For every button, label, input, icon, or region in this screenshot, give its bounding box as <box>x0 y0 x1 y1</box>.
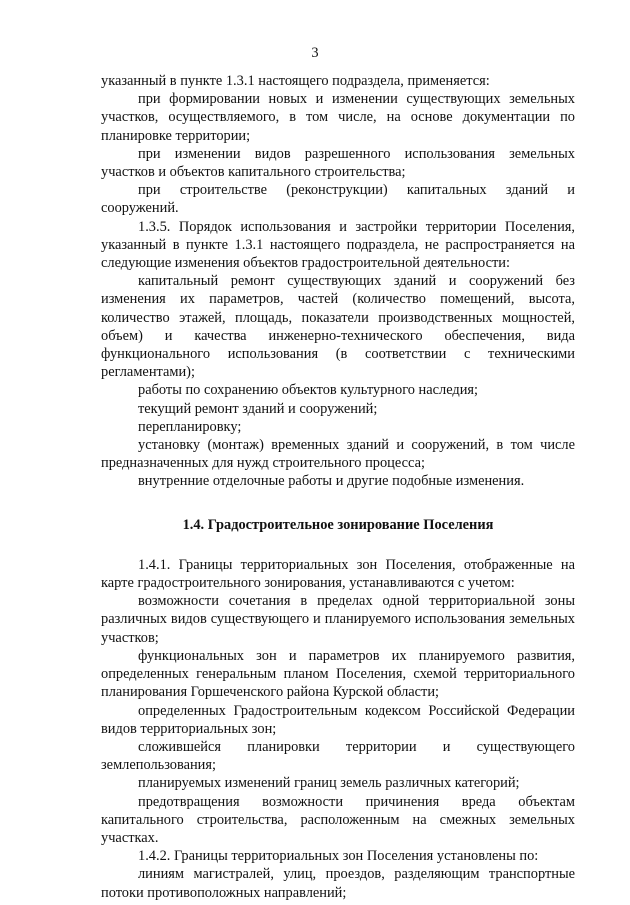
paragraph: текущий ремонт зданий и сооружений; <box>138 400 378 417</box>
paragraph: установку (монтаж) временных зданий и сооружений, в том числе предназначенных для нужд строительного процесса; <box>101 437 575 472</box>
paragraph: сложившейся планировки территории и существующего землепользования; <box>101 738 575 774</box>
paragraph: при изменении видов разрешенного использования земельных участков и объектов капитального строительства; <box>101 145 575 181</box>
paragraph: указанный в пункте 1.3.1 настоящего подраздела, применяется: <box>101 73 490 89</box>
paragraph: внутренние отделочные работы и другие подобные изменения. <box>138 473 525 490</box>
document-body <box>101 72 575 902</box>
paragraph: возможности сочетания в пределах одной территориальной зоны различных видов существующего и планируемого использования земельных участков; <box>101 593 575 646</box>
paragraph: предотвращения возможности причинения вреда объектам капитального строительства, расположенным на смежных земельных участках. <box>101 793 575 846</box>
paragraph: определенных Градостроительным кодексом Российской Федерации видов территориальных зон; <box>101 702 575 737</box>
paragraph: 1.3.5. Порядок использования и застройки территории Поселения, указанный в пункте 1.3.1 настоящего подраздела, не распространяется на следующие изменения объектов градостроительной деятельности: <box>101 218 575 272</box>
paragraph: капитальный ремонт существующих зданий и сооружений без изменения их параметров, частей (количество помещений, высота, количество этажей, площадь, показатели производственных мощностей, объем) и качества инженерно-технического обеспечения, вида функционального использования (в соответствии с техническими регламентами); <box>101 273 575 381</box>
paragraph: при строительстве (реконструкции) капитальных зданий и сооружений. <box>101 182 575 217</box>
paragraph: при формировании новых и изменении существующих земельных участков, осуществляемого, в том числе, на основе документации по планировке территории; <box>101 91 575 144</box>
paragraph: работы по сохранению объектов культурного наследия; <box>138 382 479 399</box>
page-number: 3 <box>311 45 319 61</box>
paragraph: 1.4.1. Границы территориальных зон Поселения, отображенные на карте градостроительного зонирования, устанавливаются с учетом: <box>101 556 575 592</box>
section-heading: 1.4. Градостроительное зонирование Поселения <box>182 516 494 533</box>
paragraph: функциональных зон и параметров их планируемого развития, определенных генеральным планом Поселения, схемой территориального планирования Горшеченского района Курской области; <box>101 647 575 701</box>
paragraph: планируемых изменений границ земель различных категорий; <box>138 775 520 792</box>
paragraph: перепланировку; <box>138 418 242 435</box>
paragraph: 1.4.2. Границы территориальных зон Поселения установлены по: <box>138 848 539 865</box>
paragraph: линиям магистралей, улиц, проездов, разделяющим транспортные потоки противоположных направлений; <box>101 866 575 901</box>
